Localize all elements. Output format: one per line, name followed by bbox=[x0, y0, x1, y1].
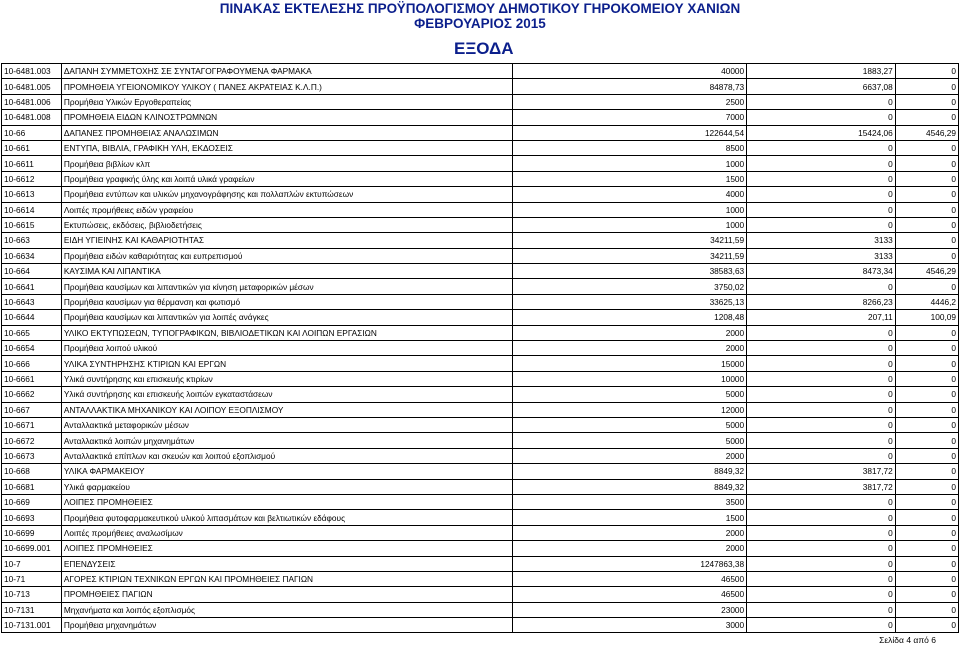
cell-v1: 1000 bbox=[513, 217, 747, 232]
cell-v2: 0 bbox=[747, 171, 896, 186]
cell-v3: 0 bbox=[895, 479, 958, 494]
cell-v1: 23000 bbox=[513, 602, 747, 617]
cell-v1: 8849,32 bbox=[513, 464, 747, 479]
table-row bbox=[2, 264, 959, 279]
cell-desc: ΛΟΙΠΕΣ ΠΡΟΜΗΘΕΙΕΣ bbox=[61, 541, 512, 556]
cell-v1: 38583,63 bbox=[513, 264, 747, 279]
cell-v1: 4000 bbox=[513, 187, 747, 202]
cell-code: 10-6672 bbox=[2, 433, 62, 448]
cell-v3: 0 bbox=[895, 233, 958, 248]
table-row bbox=[2, 371, 959, 386]
report-period: ΦΕΒΡΟΥΑΡΙΟΣ 2015 bbox=[414, 16, 546, 31]
cell-v2: 0 bbox=[747, 402, 896, 417]
table-row bbox=[2, 387, 959, 402]
table-row bbox=[2, 417, 959, 432]
cell-v1: 2000 bbox=[513, 448, 747, 463]
cell-code: 10-6481.006 bbox=[2, 94, 62, 109]
cell-v2: 3133 bbox=[747, 248, 896, 263]
cell-code: 10-6612 bbox=[2, 171, 62, 186]
cell-desc: ΠΡΟΜΗΘΕΙΑ ΕΙΔΩΝ ΚΛΙΝΟΣΤΡΩΜΝΩΝ bbox=[61, 110, 512, 125]
cell-desc: ΑΓΟΡΕΣ ΚΤΙΡΙΩΝ ΤΕΧΝΙΚΩΝ ΕΡΓΩΝ ΚΑΙ ΠΡΟΜΗΘΕΙΕΣ ΠΑΓΙΩΝ bbox=[61, 571, 512, 586]
cell-v3: 4546,29 bbox=[895, 125, 958, 140]
cell-v3: 0 bbox=[895, 140, 958, 155]
cell-code: 10-6693 bbox=[2, 510, 62, 525]
section-heading-text: ΕΞΟΔΑ bbox=[454, 39, 514, 58]
cell-v3: 0 bbox=[895, 156, 958, 171]
cell-desc: Προμήθεια γραφικής ύλης και λοιπά υλικά γραφείων bbox=[61, 171, 512, 186]
cell-v1: 1000 bbox=[513, 202, 747, 217]
cell-v2: 8266,23 bbox=[747, 294, 896, 309]
cell-desc: ΥΛΙΚΟ ΕΚΤΥΠΩΣΕΩΝ, ΤΥΠΟΓΡΑΦΙΚΩΝ, ΒΙΒΛΙΟΔΕΤΙΚΩΝ ΚΑΙ ΛΟΙΠΩΝ ΕΡΓΑΣΙΩΝ bbox=[61, 325, 512, 340]
cell-v3: 0 bbox=[895, 79, 958, 94]
cell-code: 10-6643 bbox=[2, 294, 62, 309]
table-row bbox=[2, 510, 959, 525]
cell-desc: Προμήθεια μηχανημάτων bbox=[61, 618, 512, 633]
report-title: ΠΙΝΑΚΑΣ ΕΚΤΕΛΕΣΗΣ ΠΡΟΫΠΟΛΟΓΙΣΜΟΥ ΔΗΜΟΤΙΚΟΥ ΓΗΡΟΚΟΜΕΙΟΥ ΧΑΝΙΩΝ bbox=[219, 1, 741, 16]
cell-v2: 8473,34 bbox=[747, 264, 896, 279]
cell-v2: 0 bbox=[747, 156, 896, 171]
cell-v1: 2000 bbox=[513, 525, 747, 540]
cell-v2: 3817,72 bbox=[747, 464, 896, 479]
cell-code: 10-6481.003 bbox=[2, 64, 62, 79]
cell-v3: 0 bbox=[895, 171, 958, 186]
cell-v1: 8849,32 bbox=[513, 479, 747, 494]
cell-v1: 34211,59 bbox=[513, 248, 747, 263]
cell-code: 10-6481.008 bbox=[2, 110, 62, 125]
table-row bbox=[2, 341, 959, 356]
cell-v2: 3133 bbox=[747, 233, 896, 248]
table-row bbox=[2, 571, 959, 586]
cell-v3: 0 bbox=[895, 571, 958, 586]
cell-v2: 0 bbox=[747, 371, 896, 386]
cell-v2: 0 bbox=[747, 110, 896, 125]
cell-code: 10-6644 bbox=[2, 310, 62, 325]
cell-code: 10-71 bbox=[2, 571, 62, 586]
cell-desc: ΔΑΠΑΝΕΣ ΠΡΟΜΗΘΕΙΑΣ ΑΝΑΛΩΣΙΜΩΝ bbox=[61, 125, 512, 140]
cell-v2: 0 bbox=[747, 433, 896, 448]
cell-v2: 6637,08 bbox=[747, 79, 896, 94]
cell-code: 10-6654 bbox=[2, 341, 62, 356]
table-row bbox=[2, 202, 959, 217]
cell-v2: 3817,72 bbox=[747, 479, 896, 494]
table-row bbox=[2, 464, 959, 479]
cell-desc: Προμήθεια καυσίμων και λιπαντικών για κίνηση μεταφορικών μέσων bbox=[61, 279, 512, 294]
table-row bbox=[2, 525, 959, 540]
cell-v2: 0 bbox=[747, 448, 896, 463]
cell-v3: 0 bbox=[895, 464, 958, 479]
cell-desc: ΕΙΔΗ ΥΓΙΕΙΝΗΣ ΚΑΙ ΚΑΘΑΡΙΟΤΗΤΑΣ bbox=[61, 233, 512, 248]
cell-v2: 0 bbox=[747, 356, 896, 371]
cell-v3: 0 bbox=[895, 325, 958, 340]
cell-v1: 2000 bbox=[513, 325, 747, 340]
cell-v2: 0 bbox=[747, 618, 896, 633]
cell-desc: ΠΡΟΜΗΘΕΙΕΣ ΠΑΓΙΩΝ bbox=[61, 587, 512, 602]
cell-code: 10-669 bbox=[2, 494, 62, 509]
cell-v3: 0 bbox=[895, 248, 958, 263]
cell-desc: Προμήθεια καυσίμων και λιπαντικών για λοιπές ανάγκες bbox=[61, 310, 512, 325]
cell-desc: ΚΑΥΣΙΜΑ ΚΑΙ ΛΙΠΑΝΤΙΚΑ bbox=[61, 264, 512, 279]
table-row bbox=[2, 541, 959, 556]
cell-v3: 0 bbox=[895, 433, 958, 448]
table-row bbox=[2, 94, 959, 109]
cell-code: 10-6699 bbox=[2, 525, 62, 540]
cell-code: 10-668 bbox=[2, 464, 62, 479]
cell-v1: 1500 bbox=[513, 510, 747, 525]
cell-desc: Υλικά συντήρησης και επισκευής κτιρίων bbox=[61, 371, 512, 386]
cell-desc: Ανταλλακτικά μεταφορικών μέσων bbox=[61, 417, 512, 432]
cell-desc: Υλικά συντήρησης και επισκευής λοιπών εγκαταστάσεων bbox=[61, 387, 512, 402]
cell-desc: ΕΠΕΝΔΥΣΕΙΣ bbox=[61, 556, 512, 571]
cell-v1: 2000 bbox=[513, 341, 747, 356]
cell-v1: 122644,54 bbox=[513, 125, 747, 140]
cell-v1: 34211,59 bbox=[513, 233, 747, 248]
cell-code: 10-6673 bbox=[2, 448, 62, 463]
cell-desc: Προμήθεια ειδών καθαριότητας και ευπρεπισμού bbox=[61, 248, 512, 263]
cell-v1: 3500 bbox=[513, 494, 747, 509]
cell-v3: 0 bbox=[895, 417, 958, 432]
cell-v3: 0 bbox=[895, 602, 958, 617]
table-row bbox=[2, 494, 959, 509]
cell-code: 10-6671 bbox=[2, 417, 62, 432]
cell-code: 10-6662 bbox=[2, 387, 62, 402]
table-row bbox=[2, 64, 959, 79]
cell-desc: Προμήθεια λοιπού υλικού bbox=[61, 341, 512, 356]
cell-code: 10-7131 bbox=[2, 602, 62, 617]
cell-code: 10-6641 bbox=[2, 279, 62, 294]
cell-v3: 0 bbox=[895, 341, 958, 356]
cell-v3: 0 bbox=[895, 510, 958, 525]
cell-v2: 0 bbox=[747, 587, 896, 602]
cell-desc: Προμήθεια εντύπων και υλικών μηχανογράφησης και πολλαπλών εκτυπώσεων bbox=[61, 187, 512, 202]
cell-v3: 0 bbox=[895, 356, 958, 371]
cell-v2: 0 bbox=[747, 341, 896, 356]
cell-desc: ΥΛΙΚΑ ΦΑΡΜΑΚΕΙΟΥ bbox=[61, 464, 512, 479]
cell-code: 10-6634 bbox=[2, 248, 62, 263]
cell-v3: 0 bbox=[895, 387, 958, 402]
cell-v2: 0 bbox=[747, 602, 896, 617]
table-row bbox=[2, 279, 959, 294]
cell-desc: Μηχανήματα και λοιπός εξοπλισμός bbox=[61, 602, 512, 617]
cell-v2: 0 bbox=[747, 279, 896, 294]
table-row bbox=[2, 79, 959, 94]
cell-code: 10-663 bbox=[2, 233, 62, 248]
cell-v1: 33625,13 bbox=[513, 294, 747, 309]
cell-v3: 0 bbox=[895, 217, 958, 232]
cell-code: 10-665 bbox=[2, 325, 62, 340]
cell-v3: 0 bbox=[895, 541, 958, 556]
cell-v2: 0 bbox=[747, 494, 896, 509]
table-row bbox=[2, 140, 959, 155]
cell-v3: 0 bbox=[895, 494, 958, 509]
cell-v1: 3750,02 bbox=[513, 279, 747, 294]
cell-v2: 0 bbox=[747, 541, 896, 556]
cell-desc: Λοιπές προμήθειες ειδών γραφείου bbox=[61, 202, 512, 217]
cell-v3: 4446,2 bbox=[895, 294, 958, 309]
cell-v1: 1208,48 bbox=[513, 310, 747, 325]
cell-v3: 0 bbox=[895, 556, 958, 571]
cell-v2: 15424,06 bbox=[747, 125, 896, 140]
cell-v1: 7000 bbox=[513, 110, 747, 125]
table-row bbox=[2, 171, 959, 186]
cell-code: 10-6699.001 bbox=[2, 541, 62, 556]
cell-v2: 0 bbox=[747, 525, 896, 540]
cell-v2: 0 bbox=[747, 94, 896, 109]
cell-desc: ΛΟΙΠΕΣ ΠΡΟΜΗΘΕΙΕΣ bbox=[61, 494, 512, 509]
expenses-table bbox=[1, 63, 959, 633]
cell-v2: 1883,27 bbox=[747, 64, 896, 79]
table-row bbox=[2, 156, 959, 171]
cell-v2: 207,11 bbox=[747, 310, 896, 325]
table-row bbox=[2, 294, 959, 309]
table-row bbox=[2, 556, 959, 571]
table-row bbox=[2, 587, 959, 602]
cell-desc: Λοιπές προμήθειες αναλωσίμων bbox=[61, 525, 512, 540]
cell-code: 10-664 bbox=[2, 264, 62, 279]
cell-v2: 0 bbox=[747, 387, 896, 402]
table-row bbox=[2, 187, 959, 202]
cell-v3: 0 bbox=[895, 94, 958, 109]
table-row bbox=[2, 402, 959, 417]
cell-v2: 0 bbox=[747, 556, 896, 571]
table-row bbox=[2, 479, 959, 494]
cell-code: 10-713 bbox=[2, 587, 62, 602]
table-row bbox=[2, 433, 959, 448]
table-row bbox=[2, 110, 959, 125]
cell-v1: 1000 bbox=[513, 156, 747, 171]
expenses-table-body bbox=[2, 64, 959, 633]
cell-code: 10-6613 bbox=[2, 187, 62, 202]
cell-desc: ΥΛΙΚΑ ΣΥΝΤΗΡΗΣΗΣ ΚΤΙΡΙΩΝ ΚΑΙ ΕΡΓΩΝ bbox=[61, 356, 512, 371]
cell-code: 10-6661 bbox=[2, 371, 62, 386]
cell-v1: 5000 bbox=[513, 387, 747, 402]
cell-v1: 46500 bbox=[513, 571, 747, 586]
cell-desc: ΔΑΠΑΝΗ ΣΥΜΜΕΤΟΧΗΣ ΣΕ ΣΥΝΤΑΓΟΓΡΑΦΟΥΜΕΝΑ ΦΑΡΜΑΚΑ bbox=[61, 64, 512, 79]
cell-v2: 0 bbox=[747, 571, 896, 586]
cell-v1: 8500 bbox=[513, 140, 747, 155]
cell-v1: 2000 bbox=[513, 541, 747, 556]
cell-v1: 1247863,38 bbox=[513, 556, 747, 571]
cell-desc: Ανταλλακτικά λοιπών μηχανημάτων bbox=[61, 433, 512, 448]
cell-v1: 84878,73 bbox=[513, 79, 747, 94]
cell-v2: 0 bbox=[747, 510, 896, 525]
cell-v1: 40000 bbox=[513, 64, 747, 79]
cell-v1: 2500 bbox=[513, 94, 747, 109]
cell-v2: 0 bbox=[747, 202, 896, 217]
cell-v1: 46500 bbox=[513, 587, 747, 602]
cell-code: 10-666 bbox=[2, 356, 62, 371]
cell-v1: 5000 bbox=[513, 417, 747, 432]
table-row bbox=[2, 602, 959, 617]
cell-code: 10-7131.001 bbox=[2, 618, 62, 633]
cell-v3: 0 bbox=[895, 187, 958, 202]
cell-v3: 100,09 bbox=[895, 310, 958, 325]
table-row bbox=[2, 233, 959, 248]
cell-code: 10-6611 bbox=[2, 156, 62, 171]
table-row bbox=[2, 356, 959, 371]
cell-v2: 0 bbox=[747, 187, 896, 202]
table-row bbox=[2, 248, 959, 263]
page-number: Σελίδα 4 από 6 bbox=[879, 635, 936, 645]
cell-v3: 0 bbox=[895, 202, 958, 217]
cell-code: 10-7 bbox=[2, 556, 62, 571]
cell-code: 10-6681 bbox=[2, 479, 62, 494]
cell-v3: 0 bbox=[895, 448, 958, 463]
cell-code: 10-6614 bbox=[2, 202, 62, 217]
cell-v3: 0 bbox=[895, 525, 958, 540]
cell-desc: Προμήθεια βιβλίων κλπ bbox=[61, 156, 512, 171]
cell-desc: Εκτυπώσεις, εκδόσεις, βιβλιοδετήσεις bbox=[61, 217, 512, 232]
cell-desc: Προμήθεια καυσίμων για θέρμανση και φωτισμό bbox=[61, 294, 512, 309]
cell-v3: 4546,29 bbox=[895, 264, 958, 279]
table-row bbox=[2, 217, 959, 232]
table-row bbox=[2, 618, 959, 633]
cell-v2: 0 bbox=[747, 140, 896, 155]
cell-code: 10-667 bbox=[2, 402, 62, 417]
cell-v3: 0 bbox=[895, 587, 958, 602]
cell-desc: Υλικά φαρμακείου bbox=[61, 479, 512, 494]
cell-desc: ΕΝΤΥΠΑ, ΒΙΒΛΙΑ, ΓΡΑΦΙΚΗ ΥΛΗ, ΕΚΔΟΣΕΙΣ bbox=[61, 140, 512, 155]
cell-v2: 0 bbox=[747, 417, 896, 432]
cell-code: 10-6481.005 bbox=[2, 79, 62, 94]
cell-desc: Προμήθεια φυτοφαρμακευτικού υλικού λιπασμάτων και βελτιωτικών εδάφους bbox=[61, 510, 512, 525]
cell-v3: 0 bbox=[895, 110, 958, 125]
cell-desc: ΠΡΟΜΗΘΕΙΑ ΥΓΕΙΟΝΟΜΙΚΟΥ ΥΛΙΚΟΥ ( ΠΑΝΕΣ ΑΚΡΑΤΕΙΑΣ Κ.Λ.Π.) bbox=[61, 79, 512, 94]
cell-desc: ΑΝΤΑΛΛΑΚΤΙΚΑ ΜΗΧΑΝΙΚΟΥ ΚΑΙ ΛΟΙΠΟΥ ΕΞΟΠΛΙΣΜΟΥ bbox=[61, 402, 512, 417]
cell-code: 10-661 bbox=[2, 140, 62, 155]
cell-code: 10-6615 bbox=[2, 217, 62, 232]
cell-v1: 3000 bbox=[513, 618, 747, 633]
cell-v1: 1500 bbox=[513, 171, 747, 186]
cell-v3: 0 bbox=[895, 279, 958, 294]
cell-v1: 15000 bbox=[513, 356, 747, 371]
cell-v3: 0 bbox=[895, 64, 958, 79]
cell-v2: 0 bbox=[747, 217, 896, 232]
cell-v1: 5000 bbox=[513, 433, 747, 448]
table-row bbox=[2, 325, 959, 340]
cell-v1: 10000 bbox=[513, 371, 747, 386]
cell-desc: Προμήθεια Υλικών Εργοθεραπείας bbox=[61, 94, 512, 109]
cell-v3: 0 bbox=[895, 618, 958, 633]
cell-v2: 0 bbox=[747, 325, 896, 340]
cell-code: 10-66 bbox=[2, 125, 62, 140]
table-row bbox=[2, 125, 959, 140]
cell-desc: Ανταλλακτικά επίπλων και σκευών και λοιπού εξοπλισμού bbox=[61, 448, 512, 463]
cell-v3: 0 bbox=[895, 402, 958, 417]
cell-v1: 12000 bbox=[513, 402, 747, 417]
table-row bbox=[2, 448, 959, 463]
table-row bbox=[2, 310, 959, 325]
cell-v3: 0 bbox=[895, 371, 958, 386]
